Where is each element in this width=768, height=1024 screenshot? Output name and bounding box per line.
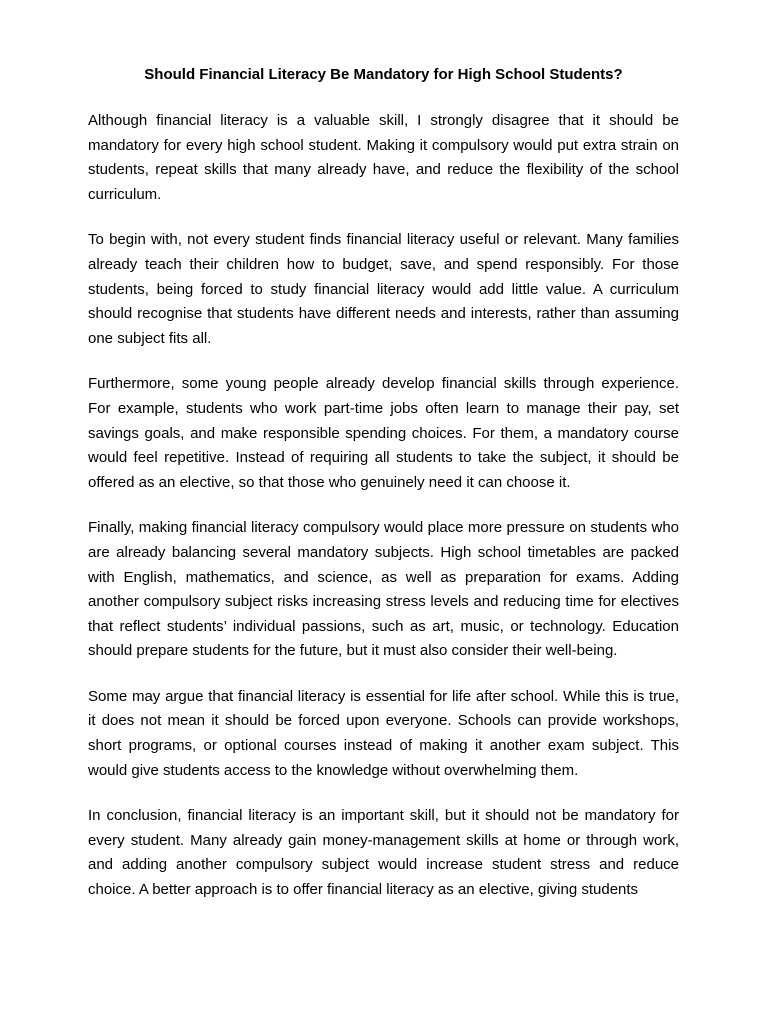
paragraph-experience: Furthermore, some young people already develop financial skills through experience. For example, students who work part-time jobs often learn to manage their pay, set savings goals, and make responsible spending choices. For them, a mandatory course would feel repetitive. Instead of requiring all students to take the subject, it should be offered as an elective, so that those who genuinely need it can choose it. xyxy=(88,375,679,491)
paragraph-conclusion: In conclusion, financial literacy is an important skill, but it should not be mandatory for every student. Many already gain money-management skills at home or through work, and adding another compulsory subject would increase student stress and reduce choice. A better approach is to offer financial literacy as an elective, giving students xyxy=(88,807,679,899)
document-title: Should Financial Literacy Be Mandatory for High School Students? xyxy=(144,66,623,83)
paragraph-relevance: To begin with, not every student finds financial literacy useful or relevant. Many families already teach their children how to budget, save, and spend responsibly. For those students, being forced to study financial literacy would add little value. A curriculum should recognise that students have different needs and interests, rather than assuming one subject fits all. xyxy=(88,231,679,347)
document-body xyxy=(88,109,679,924)
paragraph-introduction: Although financial literacy is a valuable skill, I strongly disagree that it should be mandatory for every high school student. Making it compulsory would put extra strain on students, repeat skills that many already have, and reduce the flexibility of the school curriculum. xyxy=(88,112,679,203)
paragraph-pressure: Finally, making financial literacy compulsory would place more pressure on students who are already balancing several mandatory subjects. High school timetables are packed with English, mathematics, and science, as well as preparation for exams. Adding another compulsory subject risks increasing stress levels and reducing time for electives that reflect students’ individual passions, such as art, music, or technology. Education should prepare students for the future, but it must also consider their well-being. xyxy=(88,519,679,660)
paragraph-counterargument: Some may argue that financial literacy is essential for life after school. While this is true, it does not mean it should be forced upon everyone. Schools can provide workshops, short programs, or optional courses instead of making it another exam subject. This would give students access to the knowledge without overwhelming them. xyxy=(88,687,679,779)
